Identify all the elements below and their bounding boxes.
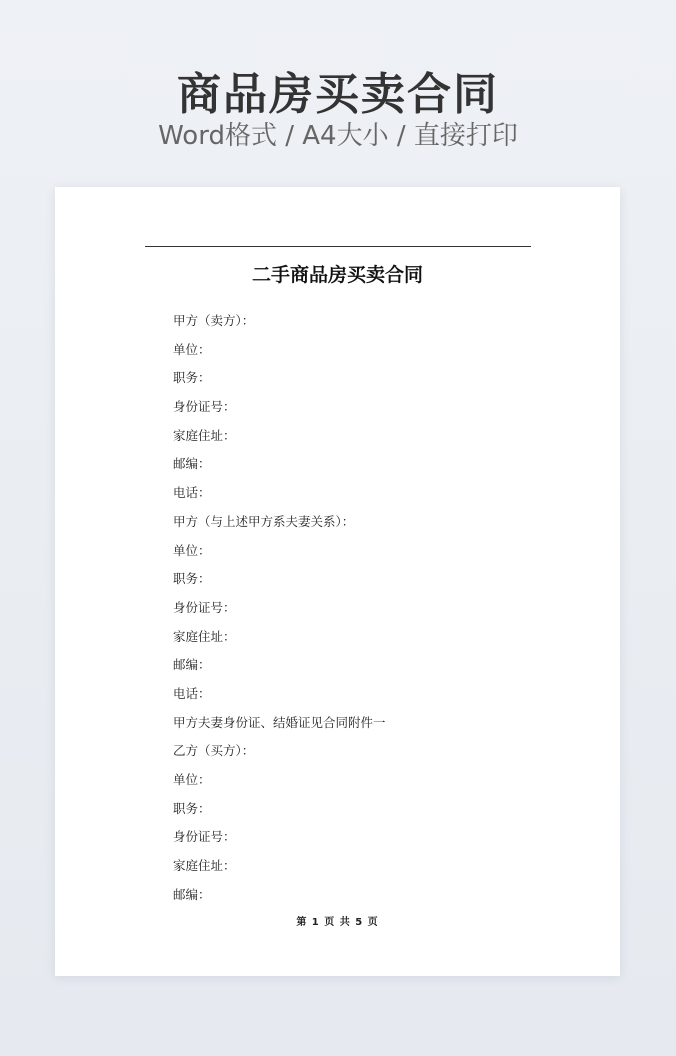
field-line: 邮编：: [173, 456, 211, 472]
field-line: 单位：: [173, 772, 211, 787]
field-line: 身份证号：: [173, 599, 236, 615]
field-line: 甲方（与上述甲方系夫妻关系）：: [173, 513, 355, 529]
field-line: 甲方（卖方）：: [173, 313, 255, 328]
field-line: 家庭住址：: [173, 858, 236, 874]
field-line: 身份证号：: [173, 399, 236, 415]
field-line: 职务：: [173, 370, 211, 386]
field-line: 电话：: [173, 685, 211, 701]
field-line: 家庭住址：: [173, 427, 236, 443]
document-title: 二手商品房买卖合同: [251, 264, 423, 286]
document-page: [55, 187, 620, 976]
banner-title: 商品房买卖合同: [177, 69, 499, 120]
field-line: 职务：: [173, 800, 211, 816]
field-line: 甲方夫妻身份证、结婚证见合同附件一: [173, 714, 386, 730]
field-line: 电话：: [173, 485, 211, 501]
field-line: 邮编：: [173, 657, 211, 673]
contract-fields: [173, 307, 386, 909]
banner-subtitle: Word格式 / A4大小 / 直接打印: [158, 121, 518, 151]
field-line: 家庭住址：: [173, 628, 236, 644]
field-line: 职务：: [173, 571, 211, 587]
header-rule: [145, 246, 531, 247]
field-line: 邮编：: [173, 886, 211, 902]
field-line: 单位：: [173, 542, 211, 558]
field-line: 身份证号：: [173, 829, 236, 845]
page-number: 第 1 页 共 5 页: [296, 917, 379, 928]
field-line: 单位：: [173, 341, 211, 357]
field-line: 乙方（买方）：: [173, 743, 255, 759]
